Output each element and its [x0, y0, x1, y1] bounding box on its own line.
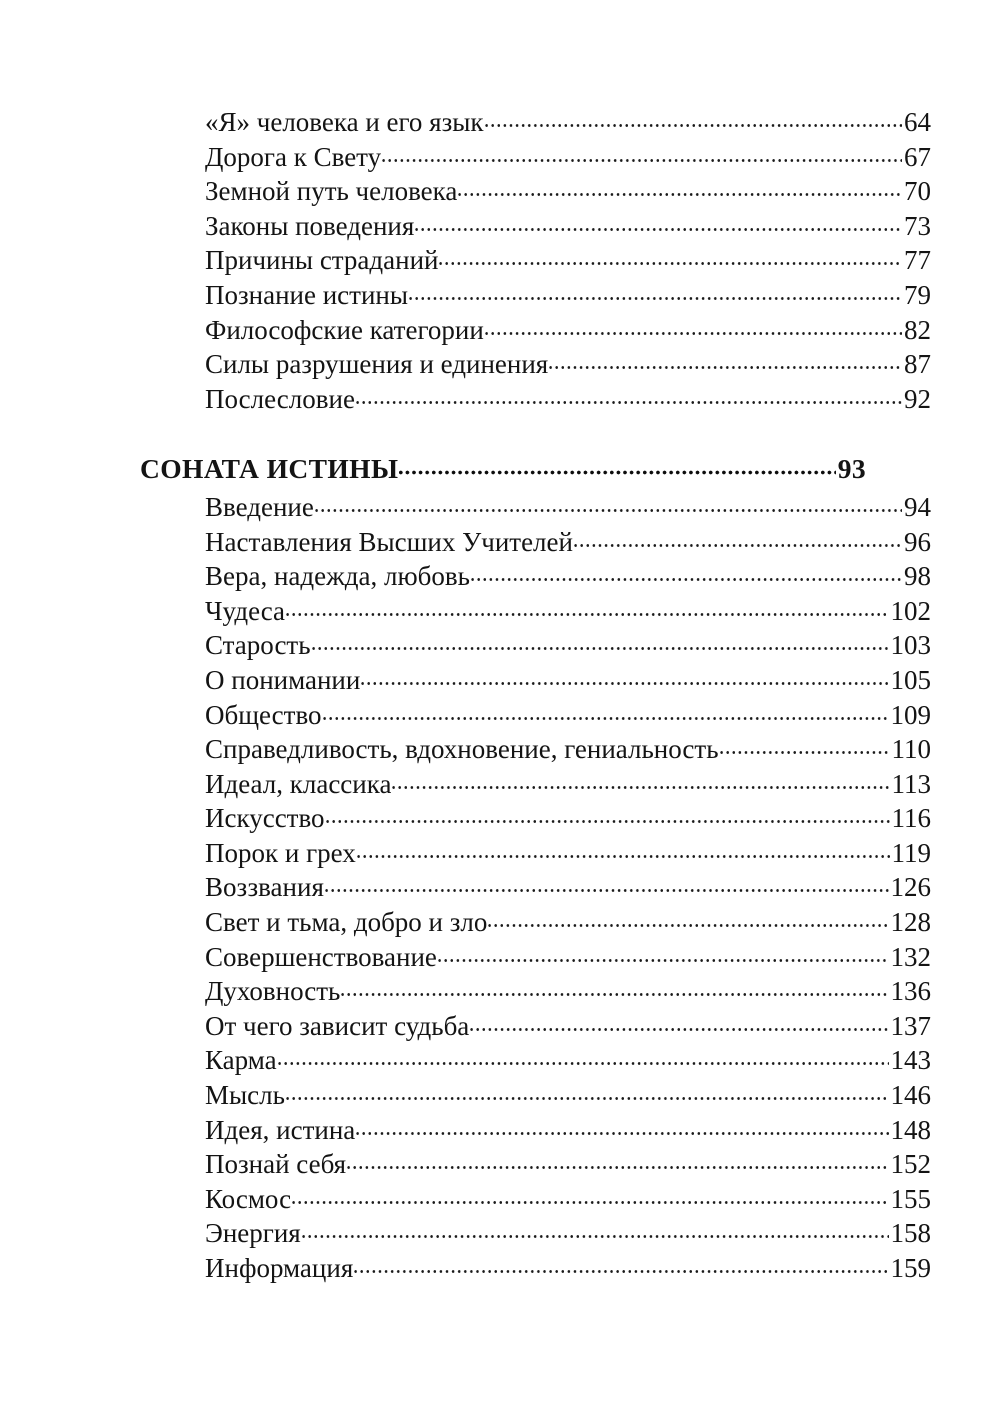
dot-leader — [292, 1181, 888, 1208]
toc-entry[interactable] — [140, 524, 931, 559]
dot-leader — [315, 489, 902, 516]
toc-entry-page-number: 128 — [890, 907, 931, 938]
toc-entry-title: Дорога к Свету — [205, 141, 382, 172]
toc-entry[interactable] — [140, 939, 931, 974]
toc-entry-title: Свет и тьма, добро и зло — [205, 907, 488, 938]
dot-leader — [382, 139, 902, 166]
toc-entry[interactable] — [140, 1181, 931, 1216]
toc-entry-title: Причины страданий — [205, 245, 439, 276]
toc-entry-page-number: 87 — [904, 349, 931, 380]
toc-entry-page-number: 103 — [890, 630, 931, 661]
toc-entry[interactable] — [140, 869, 931, 904]
toc-entry[interactable] — [140, 1112, 931, 1147]
dot-leader — [438, 939, 889, 966]
toc-entry-title: Искусство — [205, 803, 325, 834]
toc-entry[interactable] — [140, 904, 931, 939]
toc-entry-title: Чудеса — [205, 595, 286, 626]
dot-leader — [354, 1250, 888, 1277]
toc-entry[interactable] — [140, 173, 931, 208]
toc-entry[interactable] — [140, 1146, 931, 1181]
toc-entry-page-number: 105 — [890, 664, 931, 695]
toc-entry-page-number: 102 — [890, 595, 931, 626]
toc-entry-page-number: 143 — [890, 1045, 931, 1076]
toc-entry[interactable] — [140, 1077, 931, 1112]
toc-entry[interactable] — [140, 627, 931, 662]
toc-entry-title: О понимании — [205, 664, 361, 695]
toc-entry-page-number: 126 — [890, 872, 931, 903]
toc-entry[interactable] — [140, 697, 931, 732]
dot-leader — [325, 869, 889, 896]
table-of-contents — [140, 104, 931, 1285]
toc-entry[interactable] — [140, 242, 931, 277]
toc-entry[interactable] — [140, 208, 931, 243]
dot-leader — [470, 1008, 888, 1035]
toc-entry-title: Послесловие — [205, 383, 355, 414]
dot-leader — [458, 173, 902, 200]
dot-leader — [549, 346, 902, 373]
toc-entry[interactable] — [140, 381, 931, 416]
dot-leader — [286, 1077, 889, 1104]
toc-entry-title: Справедливость, вдохновение, гениальность — [205, 734, 719, 765]
toc-entry[interactable] — [140, 800, 931, 835]
toc-entry-page-number: 64 — [904, 107, 931, 137]
dot-leader — [341, 973, 888, 1000]
dot-leader — [278, 1042, 889, 1069]
toc-entry-page-number: 79 — [904, 279, 931, 310]
toc-entry-title: Энергия — [205, 1218, 301, 1249]
dot-leader — [415, 208, 902, 235]
toc-entry[interactable] — [140, 662, 931, 697]
dot-leader — [357, 835, 890, 862]
dot-leader — [356, 1112, 888, 1139]
dot-leader — [392, 766, 889, 793]
toc-entry-page-number: 155 — [890, 1183, 931, 1214]
toc-entry-title: Познай себя — [205, 1149, 347, 1180]
toc-entry-page-number: 110 — [891, 734, 931, 765]
dot-leader — [485, 104, 903, 131]
toc-entry-title: Старость — [205, 630, 311, 661]
toc-entry-page-number: 152 — [890, 1149, 931, 1180]
toc-entry[interactable] — [140, 766, 931, 801]
toc-entry-title: Наставления Высших Учителей — [205, 526, 573, 557]
toc-entry-title: Введение — [205, 491, 314, 522]
toc-entry[interactable] — [140, 731, 931, 766]
toc-entry-title: Силы разрушения и единения — [205, 349, 549, 380]
toc-entry-title: Идея, истина — [205, 1114, 356, 1145]
toc-entry-title: «Я» человека и его язык — [205, 107, 484, 137]
toc-entry-title: Карма — [205, 1045, 277, 1076]
toc-entry[interactable] — [140, 277, 931, 312]
toc-entry-page-number: 77 — [904, 245, 931, 276]
toc-entry-title: Земной путь человека — [205, 176, 458, 207]
toc-entry-page-number: 137 — [890, 1010, 931, 1041]
toc-entry-title: Познание истины — [205, 279, 409, 310]
toc-entry[interactable] — [140, 1042, 931, 1077]
toc-entry-title: Порок и грех — [205, 837, 356, 868]
toc-entry-title: Идеал, классика — [205, 768, 392, 799]
toc-entry-page-number: 113 — [891, 768, 931, 799]
toc-entry-title: Законы поведения — [205, 210, 415, 241]
toc-entry[interactable] — [140, 104, 931, 139]
toc-entry-title: Философские категории — [205, 314, 484, 345]
toc-entry[interactable] — [140, 312, 931, 347]
toc-entry[interactable] — [140, 835, 931, 870]
dot-leader — [488, 904, 888, 931]
toc-section-heading[interactable] — [140, 451, 866, 486]
toc-entry[interactable] — [140, 139, 931, 174]
toc-entry[interactable] — [140, 973, 931, 1008]
dot-leader — [326, 800, 890, 827]
toc-entry-page-number: 109 — [890, 699, 931, 730]
dot-leader — [399, 451, 835, 478]
toc-entry-page-number: 82 — [904, 314, 931, 345]
toc-entry[interactable] — [140, 346, 931, 381]
dot-leader — [323, 697, 889, 724]
dot-leader — [347, 1146, 888, 1173]
toc-entry-page-number: 159 — [890, 1253, 931, 1283]
toc-entry[interactable] — [140, 489, 931, 524]
toc-entry-title: Воззвания — [205, 872, 324, 903]
toc-entry-page-number: 73 — [904, 210, 931, 241]
toc-section-page-number: 93 — [837, 453, 866, 485]
dot-leader — [356, 381, 902, 408]
toc-entry-title: Вера, надежда, любовь — [205, 561, 470, 592]
dot-leader — [720, 731, 890, 758]
toc-entry-page-number: 94 — [904, 491, 931, 522]
toc-entry[interactable] — [140, 1008, 931, 1043]
dot-leader — [286, 593, 888, 620]
toc-entry[interactable] — [140, 558, 931, 593]
toc-entry-page-number: 116 — [891, 803, 931, 834]
toc-entry-page-number: 98 — [904, 561, 931, 592]
toc-entry-title: Информация — [205, 1253, 354, 1283]
dot-leader — [471, 558, 902, 585]
toc-entry-page-number: 148 — [890, 1114, 931, 1145]
toc-entry-page-number: 146 — [890, 1080, 931, 1111]
dot-leader — [439, 242, 902, 269]
toc-entry[interactable] — [140, 1215, 931, 1250]
toc-entry-page-number: 158 — [890, 1218, 931, 1249]
toc-section-title: СОНАТА ИСТИНЫ — [140, 453, 399, 485]
toc-entry-page-number: 96 — [904, 526, 931, 557]
dot-leader — [312, 627, 889, 654]
dot-leader — [485, 312, 902, 339]
dot-leader — [409, 277, 902, 304]
toc-entry-title: Мысль — [205, 1080, 285, 1111]
toc-entry[interactable] — [140, 593, 931, 628]
toc-entry-page-number: 132 — [890, 941, 931, 972]
toc-entry-title: От чего зависит судьба — [205, 1010, 470, 1041]
dot-leader — [574, 524, 902, 551]
toc-entry-title: Духовность — [205, 976, 341, 1007]
dot-leader — [302, 1215, 889, 1242]
toc-entry-title: Совершенствование — [205, 941, 437, 972]
toc-entry-page-number: 136 — [890, 976, 931, 1007]
toc-entry-page-number: 70 — [904, 176, 931, 207]
toc-entry-title: Космос — [205, 1183, 292, 1214]
toc-entry-page-number: 119 — [891, 837, 931, 868]
toc-entry-page-number: 67 — [904, 141, 931, 172]
toc-entry[interactable] — [140, 1250, 931, 1285]
toc-entry-title: Общество — [205, 699, 322, 730]
toc-entry-page-number: 92 — [904, 383, 931, 414]
dot-leader — [361, 662, 888, 689]
